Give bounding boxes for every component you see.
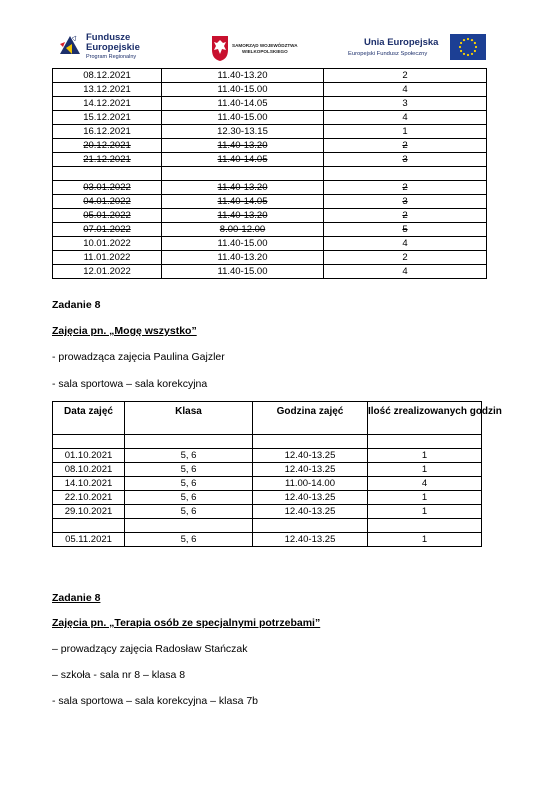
cell-klasa — [125, 435, 253, 449]
column-header: Ilość zrealizowanych godzin — [368, 402, 482, 435]
cell-hours: 2 — [324, 181, 487, 195]
section1-title: Zajęcia pn. „Mogę wszystko” — [52, 325, 197, 337]
cell-hours: 3 — [324, 153, 487, 167]
cell-time: 12.30-13.15 — [162, 125, 324, 139]
eu-flag-icon — [450, 34, 486, 60]
cell-time — [253, 435, 368, 449]
table-row — [53, 181, 487, 195]
cell-time: 12.40-13.25 — [253, 505, 368, 519]
section1-instructor: - prowadząca zajęcia Paulina Gajzler — [52, 351, 225, 363]
table-row — [53, 125, 487, 139]
cell-date: 29.10.2021 — [53, 505, 125, 519]
cell-time: 11.40-15.00 — [162, 111, 324, 125]
table-row — [53, 97, 487, 111]
table-row — [53, 237, 487, 251]
column-header: Godzina zajęć — [253, 402, 368, 435]
cell-hours: 2 — [324, 139, 487, 153]
cell-hours — [324, 167, 487, 181]
cell-date: 05.11.2021 — [53, 533, 125, 547]
cell-date — [53, 167, 162, 181]
cell-time: 12.40-13.25 — [253, 463, 368, 477]
cell-date — [53, 519, 125, 533]
cell-hours: 2 — [324, 209, 487, 223]
cell-time: 11.40-15.00 — [162, 83, 324, 97]
eu-star-icon — [467, 38, 469, 40]
cell-hours: 1 — [324, 125, 487, 139]
eu-line1: Unia Europejska — [364, 37, 439, 48]
cell-time: 8.00-12.00 — [162, 223, 324, 237]
table-row — [53, 449, 482, 463]
cell-date: 05.01.2022 — [53, 209, 162, 223]
table-row — [53, 69, 487, 83]
table-row — [53, 435, 482, 449]
cell-date: 01.10.2021 — [53, 449, 125, 463]
cell-hours: 1 — [368, 449, 482, 463]
cell-date: 15.12.2021 — [53, 111, 162, 125]
eu-star-icon — [463, 53, 465, 55]
cell-date: 08.12.2021 — [53, 69, 162, 83]
cell-klasa: 5, 6 — [125, 505, 253, 519]
cell-time: 12.40-13.25 — [253, 491, 368, 505]
section1-room: - sala sportowa – sala korekcyjna — [52, 378, 208, 390]
cell-date: 12.01.2022 — [53, 265, 162, 279]
cell-hours: 1 — [368, 505, 482, 519]
cell-klasa: 5, 6 — [125, 463, 253, 477]
cell-date: 11.01.2022 — [53, 251, 162, 265]
table-row — [53, 223, 487, 237]
eu-star-icon — [474, 50, 476, 52]
cell-time: 11.40-13.20 — [162, 181, 324, 195]
cell-klasa: 5, 6 — [125, 449, 253, 463]
cell-date: 10.01.2022 — [53, 237, 162, 251]
table-row — [53, 111, 487, 125]
eu-star-icon — [460, 42, 462, 44]
cell-time — [162, 167, 324, 181]
cell-hours — [368, 519, 482, 533]
fe-line1: Fundusze — [86, 32, 131, 43]
table-row — [53, 265, 487, 279]
table-row — [53, 463, 482, 477]
column-header: Klasa — [125, 402, 253, 435]
cell-klasa: 5, 6 — [125, 491, 253, 505]
cell-time: 11.40-13.20 — [162, 209, 324, 223]
eu-star-icon — [459, 46, 461, 48]
fe-line2: Europejskie — [86, 42, 140, 53]
section2-instructor: – prowadzący zajęcia Radosław Stańczak — [52, 643, 248, 655]
eu-star-icon — [474, 42, 476, 44]
cell-time: 11.40-13.20 — [162, 69, 324, 83]
cell-time: 11.40-13.20 — [162, 139, 324, 153]
samorzad-logo — [210, 34, 320, 64]
cell-date: 13.12.2021 — [53, 83, 162, 97]
section2-title: Zajęcia pn. „Terapia osób ze specjalnymi potrzebami” — [52, 617, 321, 629]
cell-date: 21.12.2021 — [53, 153, 162, 167]
cell-hours: 1 — [368, 463, 482, 477]
cell-date: 14.10.2021 — [53, 477, 125, 491]
section2-room1: – szkoła - sala nr 8 – klasa 8 — [52, 669, 186, 681]
cell-hours: 4 — [324, 265, 487, 279]
cell-time: 11.40-14.05 — [162, 195, 324, 209]
table-row — [53, 505, 482, 519]
schedule-table-continued — [52, 68, 487, 279]
section1-heading: Zadanie 8 — [52, 299, 101, 311]
sw-line2: WIELKOPOLSKIEGO — [242, 49, 288, 54]
cell-time: 11.00-14.00 — [253, 477, 368, 491]
eu-star-icon — [467, 54, 469, 56]
table-row — [53, 491, 482, 505]
eu-star-icon — [475, 46, 477, 48]
table-row — [53, 477, 482, 491]
cell-date: 14.12.2021 — [53, 97, 162, 111]
header-logos — [52, 28, 486, 68]
cell-date: 16.12.2021 — [53, 125, 162, 139]
table-row — [53, 533, 482, 547]
cell-hours: 4 — [324, 111, 487, 125]
sw-line1: SAMORZĄD WOJEWÓDZTWA — [232, 43, 298, 48]
cell-hours: 5 — [324, 223, 487, 237]
cell-klasa — [125, 519, 253, 533]
cell-hours: 1 — [368, 491, 482, 505]
cell-hours: 3 — [324, 195, 487, 209]
cell-hours: 2 — [324, 69, 487, 83]
cell-time: 11.40-14.05 — [162, 153, 324, 167]
cell-time: 11.40-14.05 — [162, 97, 324, 111]
cell-time — [253, 519, 368, 533]
cell-time: 12.40-13.25 — [253, 449, 368, 463]
table-row — [53, 251, 487, 265]
fundusze-europejskie-logo — [58, 32, 178, 64]
fe-line3: Program Regionalny — [86, 54, 137, 60]
table-row — [53, 519, 482, 533]
eu-star-icon — [471, 39, 473, 41]
table-row — [53, 195, 487, 209]
mogę-wszystko-table — [52, 401, 502, 547]
cell-date: 20.12.2021 — [53, 139, 162, 153]
cell-time: 12.40-13.25 — [253, 533, 368, 547]
table-row — [53, 139, 487, 153]
cell-hours: 4 — [324, 83, 487, 97]
cell-hours: 3 — [324, 97, 487, 111]
eu-star-icon — [471, 53, 473, 55]
cell-date: 03.01.2022 — [53, 181, 162, 195]
cell-time: 11.40-13.20 — [162, 251, 324, 265]
cell-hours: 4 — [368, 477, 482, 491]
cell-date — [53, 435, 125, 449]
unia-europejska-logo — [348, 34, 486, 64]
cell-hours: 2 — [324, 251, 487, 265]
eu-star-icon — [460, 50, 462, 52]
table-row — [53, 153, 487, 167]
table-row — [53, 167, 487, 181]
fe-star-icon — [58, 32, 84, 62]
cell-time: 11.40-15.00 — [162, 265, 324, 279]
cell-hours: 4 — [324, 237, 487, 251]
cell-date: 04.01.2022 — [53, 195, 162, 209]
section2-room2: - sala sportowa – sala korekcyjna – klasa 7b — [52, 695, 259, 707]
section2-heading: Zadanie 8 — [52, 592, 101, 604]
table-row — [53, 83, 487, 97]
eagle-crest-icon — [210, 34, 230, 62]
cell-hours — [368, 435, 482, 449]
eu-star-icon — [463, 39, 465, 41]
cell-hours: 1 — [368, 533, 482, 547]
column-header: Data zajęć — [53, 402, 125, 435]
cell-date: 08.10.2021 — [53, 463, 125, 477]
cell-klasa: 5, 6 — [125, 477, 253, 491]
cell-date: 07.01.2022 — [53, 223, 162, 237]
cell-time: 11.40-15.00 — [162, 237, 324, 251]
cell-klasa: 5, 6 — [125, 533, 253, 547]
cell-date: 22.10.2021 — [53, 491, 125, 505]
eu-line2: Europejski Fundusz Społeczny — [348, 51, 428, 57]
table-row — [53, 209, 487, 223]
